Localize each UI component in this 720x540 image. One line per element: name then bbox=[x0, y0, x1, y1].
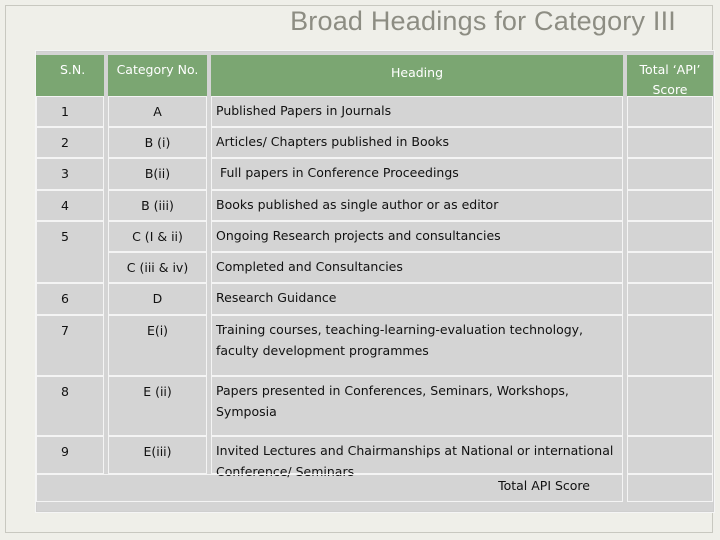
row-score bbox=[627, 283, 713, 315]
row-category: C (iii & iv) bbox=[108, 252, 207, 283]
row-category: A bbox=[108, 96, 207, 127]
row-score bbox=[627, 252, 713, 283]
row-category: E (ii) bbox=[108, 376, 207, 436]
total-api-score-label: Total API Score bbox=[498, 478, 590, 493]
row-heading: Ongoing Research projects and consultancies bbox=[211, 221, 623, 252]
header-sn: S.N. bbox=[36, 55, 104, 97]
row-heading: Articles/ Chapters published in Books bbox=[211, 127, 623, 158]
row-sn: 2 bbox=[36, 127, 104, 158]
row-score bbox=[627, 190, 713, 221]
row-score bbox=[627, 158, 713, 190]
category-table bbox=[35, 50, 715, 513]
row-sn: 9 bbox=[36, 436, 104, 474]
row-sn: 5 bbox=[36, 221, 104, 283]
row-score bbox=[627, 376, 713, 436]
row-score bbox=[627, 436, 713, 474]
row-heading: Published Papers in Journals bbox=[211, 96, 623, 127]
row-heading: Training courses, teaching-learning-evaluation technology, faculty development programmes bbox=[211, 315, 623, 376]
slide-title: Broad Headings for Category III bbox=[290, 6, 676, 36]
row-heading: Research Guidance bbox=[211, 283, 623, 315]
row-heading: Full papers in Conference Proceedings bbox=[211, 158, 623, 190]
total-score-cell bbox=[627, 474, 713, 502]
row-category: D bbox=[108, 283, 207, 315]
row-category: B (iii) bbox=[108, 190, 207, 221]
row-sn: 3 bbox=[36, 158, 104, 190]
row-sn: 8 bbox=[36, 376, 104, 436]
header-heading: Heading bbox=[211, 55, 623, 97]
row-sn: 6 bbox=[36, 283, 104, 315]
header-category: Category No. bbox=[108, 55, 207, 97]
row-category: E(i) bbox=[108, 315, 207, 376]
row-category: B (i) bbox=[108, 127, 207, 158]
row-score bbox=[627, 315, 713, 376]
row-sn: 4 bbox=[36, 190, 104, 221]
row-heading: Completed and Consultancies bbox=[211, 252, 623, 283]
row-category: E(iii) bbox=[108, 436, 207, 474]
row-heading: Papers presented in Conferences, Seminars, Workshops, Symposia bbox=[211, 376, 623, 436]
row-category: C (I & ii) bbox=[108, 221, 207, 252]
header-score: Total ‘API’ Score bbox=[627, 55, 713, 97]
row-score bbox=[627, 96, 713, 127]
row-score bbox=[627, 127, 713, 158]
row-category: B(ii) bbox=[108, 158, 207, 190]
row-heading: Invited Lectures and Chairmanships at National or international Conference/ Seminars bbox=[211, 436, 623, 474]
row-sn: 1 bbox=[36, 96, 104, 127]
row-heading: Books published as single author or as editor bbox=[211, 190, 623, 221]
row-score bbox=[627, 221, 713, 252]
row-sn: 7 bbox=[36, 315, 104, 376]
